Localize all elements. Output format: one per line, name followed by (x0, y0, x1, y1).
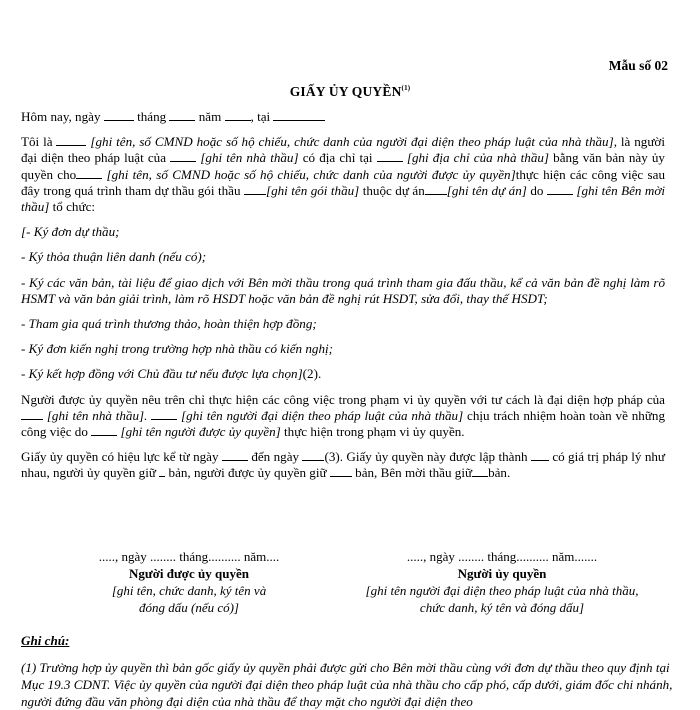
blank-field (91, 424, 117, 436)
text-run: (3). Giấy ủy quyền này được lập thành (324, 449, 528, 465)
text-run: đến ngày (251, 449, 300, 465)
blank-field (170, 150, 196, 162)
date-day-label: Hôm nay, ngày (21, 109, 101, 124)
list-item: - Ký thỏa thuận liên danh (nếu có); (21, 249, 207, 265)
blank-field (21, 408, 43, 420)
placeholder-instruction: [ghi tên nhà thầu] (200, 150, 299, 166)
notes-section (21, 632, 681, 710)
blank-field (169, 109, 195, 121)
note-item: (1) Trường hợp ủy quyền thì bản gốc giấy ủy quyền phải được gửi cho Bên mời thầu cùng với đơn dự thầu theo quy định tại Mục 19.3 CDNT. Việc ủy quyền của người đại diện theo pháp luật của nhà thầu cho cấp phó, cấp dưới, giám đốc chi nhánh, người đứng đầu văn phòng đại diện của nhà thầu để thay mặt cho người đại diện theo (21, 660, 673, 709)
placeholder-instruction: [ghi tên Bên mời thầu] (21, 182, 666, 215)
text-run: Người được ủy quyền nêu trên chỉ thực hiện các công việc trong phạm vi ủy quyền với tư cách là đại diện hợp pháp của (21, 391, 665, 407)
paragraph-authorization (21, 134, 665, 215)
document-body (21, 109, 665, 491)
signature-date-line: ....., ngày ........ tháng.......... năm.... (98, 549, 280, 564)
title-footnote-marker: (1) (401, 84, 411, 92)
text-run: , là người đại diện theo pháp luật của (21, 134, 665, 166)
date-year-label: năm (198, 109, 222, 124)
blank-field (425, 183, 447, 195)
notes-heading: Ghi chú: (21, 633, 70, 648)
paragraph-validity (21, 449, 665, 481)
signature-note: đóng dấu (nếu có)] (138, 600, 239, 615)
title-text: GIẤY ỦY QUYỀN (289, 84, 402, 99)
footnote-marker: (2). (302, 366, 322, 382)
blank-field (244, 183, 266, 195)
text-run: do (530, 182, 544, 198)
blank-field (330, 465, 352, 477)
placeholder-instruction: [ghi địa chỉ của nhà thầu] (406, 150, 550, 166)
placeholder-instruction: [ghi tên dự án] (446, 182, 527, 198)
blank-field (56, 134, 86, 146)
list-item: - Ký đơn kiến nghị trong trường hợp nhà thầu có kiến nghị; (21, 341, 334, 357)
placeholder-instruction: [ghi tên người được ủy quyền] (120, 424, 281, 440)
blank-field (151, 408, 177, 420)
text-run: bản, người được ủy quyền giữ (168, 465, 327, 481)
blank-field (302, 449, 324, 461)
text-run: thực hiện các công việc sau đây trong quá trình tham dự thầu gói thầu (21, 166, 666, 198)
text-run: chịu trách nhiệm hoàn toàn về những công việc do (21, 407, 666, 440)
text-run: Tôi là (21, 134, 53, 150)
date-line (21, 109, 665, 125)
date-place-label: , tại (250, 109, 271, 124)
signature-note: [ghi tên người đại diện theo pháp luật của nhà thầu, (365, 583, 639, 598)
form-number: Mẫu số 02 (608, 58, 668, 73)
signature-note: chức danh, ký tên và đóng dấu] (419, 600, 585, 615)
blank-field (273, 109, 325, 121)
list-item: - Tham gia quá trình thương thảo, hoàn thiện hợp đồng; (21, 316, 317, 332)
placeholder-instruction: [ghi tên gói thầu] (265, 182, 360, 198)
blank-field (377, 150, 403, 162)
placeholder-instruction: [ghi tên, số CMND hoặc số hộ chiếu, chức danh của người được ủy quyền] (106, 166, 516, 182)
signature-block-authorized (64, 548, 314, 616)
text-run: bản, Bên mời thầu giữ (355, 465, 473, 481)
signature-note: [ghi tên, chức danh, ký tên và (111, 583, 267, 598)
text-run: bản. (488, 465, 511, 481)
text-run: có địa chỉ tại (302, 150, 373, 166)
blank-field (159, 465, 165, 477)
list-item: [- Ký đơn dự thầu; (21, 224, 120, 240)
signature-heading: Người được ủy quyền (129, 566, 249, 581)
signature-heading: Người ủy quyền (457, 566, 547, 581)
text-run: thuộc dự án (362, 182, 425, 198)
placeholder-instruction: [ghi tên người đại diện theo pháp luật của nhà thầu] (181, 407, 464, 423)
blank-field (472, 465, 488, 477)
blank-field (547, 183, 573, 195)
placeholder-instruction: [ghi tên nhà thầu]. (46, 407, 148, 423)
signature-date-line: ....., ngày ........ tháng.......... năm....... (406, 549, 598, 564)
text-run: thực hiện trong phạm vi ủy quyền. (284, 424, 465, 440)
document-title (0, 84, 700, 100)
list-item-last (21, 366, 665, 382)
blank-field (222, 449, 248, 461)
signature-block-authorizer (342, 548, 662, 616)
placeholder-instruction: [ghi tên, số CMND hoặc số hộ chiếu, chức danh của người đại diện theo pháp luật của nhà thầu] (90, 134, 614, 150)
text-run: Giấy ủy quyền có hiệu lực kể từ ngày (21, 449, 219, 465)
blank-field (225, 109, 251, 121)
text-run: có giá trị pháp lý như nhau, người ủy quyền giữ (21, 449, 666, 481)
blank-field (76, 167, 102, 179)
text-run: bằng văn bản này ủy quyền cho (21, 150, 665, 182)
blank-field (531, 449, 549, 461)
list-item: - Ký các văn bản, tài liệu để giao dịch với Bên mời thầu trong quá trình tham gia đấu thầu, kể cả văn bản đề nghị làm rõ HSMT và văn bản giải trình, làm rõ HSDT hoặc văn bản đề nghị rút HSDT, sửa đổi, thay thế HSDT; (21, 274, 665, 306)
list-item-text: - Ký kết hợp đồng với Chủ đầu tư nếu được lựa chọn] (21, 366, 303, 382)
blank-field (104, 109, 134, 121)
text-run: tổ chức: (52, 199, 96, 215)
date-month-label: tháng (137, 109, 167, 124)
paragraph-scope (21, 392, 665, 441)
